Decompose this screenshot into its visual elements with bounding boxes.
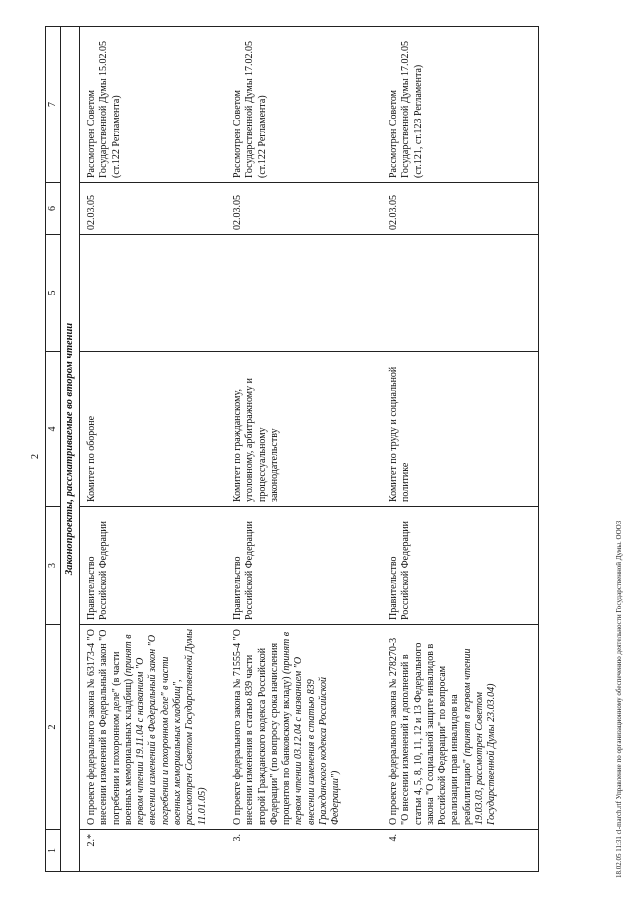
section-row	[61, 27, 80, 872]
date-cell: 02.03.05	[382, 183, 539, 235]
committee-cell: Комитет по гражданскому, уголовному, арбитражному и процессуальному законодательству	[226, 352, 382, 507]
note-cell: Рассмотрен Советом Государственной Думы 17.02.05 (ст.122 Регламента)	[226, 27, 382, 183]
project-title: О проекте федерального закона № 278270-3	[388, 637, 399, 825]
table-row	[80, 27, 227, 872]
project-note: (принят в первом чтении 03.12.04 с названием "О внесении изменения в статью 839 Гражданского кодекса Российской Федерации")	[281, 631, 342, 825]
empty-cell	[226, 235, 382, 352]
section-title: Законопроекты, рассматриваемые во втором чтении	[61, 27, 80, 872]
project-note: (принят в первом чтении 19.03.03, рассмотрен Советом Государственной Думы 23.03.04)	[461, 648, 498, 825]
project-cell	[226, 625, 382, 830]
agenda-table	[45, 26, 539, 872]
project-name: "О внесении изменений в Федеральный закон "О погребении и похоронном деле" (в части военных мемориальных кладбищ)	[86, 629, 134, 825]
row-number: 3.	[226, 830, 382, 872]
header-row	[46, 27, 61, 872]
author-cell: Правительство Российской Федерации	[226, 507, 382, 625]
committee-cell: Комитет по обороне	[80, 352, 227, 507]
page-number: 2	[30, 454, 41, 459]
project-cell	[382, 625, 539, 830]
col-header-3: 3	[46, 507, 61, 625]
col-header-4: 4	[46, 352, 61, 507]
committee-cell: Комитет по труду и социальной политике	[382, 352, 539, 507]
row-number: 4.	[382, 830, 539, 872]
col-header-6: 6	[46, 183, 61, 235]
row-number: 2.*	[80, 830, 227, 872]
project-title: О проекте федерального закона № 71555-4	[232, 642, 243, 825]
author-cell: Правительство Российской Федерации	[382, 507, 539, 625]
date-cell: 02.03.05	[80, 183, 227, 235]
date-cell: 02.03.05	[226, 183, 382, 235]
col-header-5: 5	[46, 235, 61, 352]
project-title: О проекте федерального закона № 63173-4	[86, 642, 97, 825]
col-header-1: 1	[46, 830, 61, 872]
author-cell: Правительство Российской Федерации	[80, 507, 227, 625]
empty-cell	[80, 235, 227, 352]
project-cell	[80, 625, 227, 830]
table-row	[382, 27, 539, 872]
project-name: "О внесении изменения в статью 839 части второй Гражданского кодекса Российской Федерации" (по вопросу срока начисления процентов по банковскому вкладу)	[232, 629, 293, 825]
note-cell: Рассмотрен Советом Государственной Думы 15.02.05 (ст.122 Регламента)	[80, 27, 227, 183]
project-name: "О внесении изменений и дополнений в статьи 4, 5, 8, 10, 11, 12 и 13 Федерального закона "О социальной защите инвалидов в Российской Федерации" по вопросам реализации прав инвалидов на реабилитацию"	[400, 642, 473, 825]
page-footer: 18.02.05 11:31 cl-march.rtf Управление по организационному обеспечению деятельности Государственной Думы. ООО3	[615, 520, 623, 878]
note-cell: Рассмотрен Советом Государственной Думы 17.02.05 (ст.121, ст.123 Регламента)	[382, 27, 539, 183]
empty-cell	[382, 235, 539, 352]
col-header-2: 2	[46, 625, 61, 830]
project-note: (принят в первом чтении 19.11.04 с названием "О внесении изменений в Федеральный закон "О погребении и похоронном деле" в части военных мемориальных кладбищ", рассмотрен Советом Государственной Думы 11.01.05)	[122, 628, 208, 825]
table-row	[226, 27, 382, 872]
col-header-7: 7	[46, 27, 61, 183]
